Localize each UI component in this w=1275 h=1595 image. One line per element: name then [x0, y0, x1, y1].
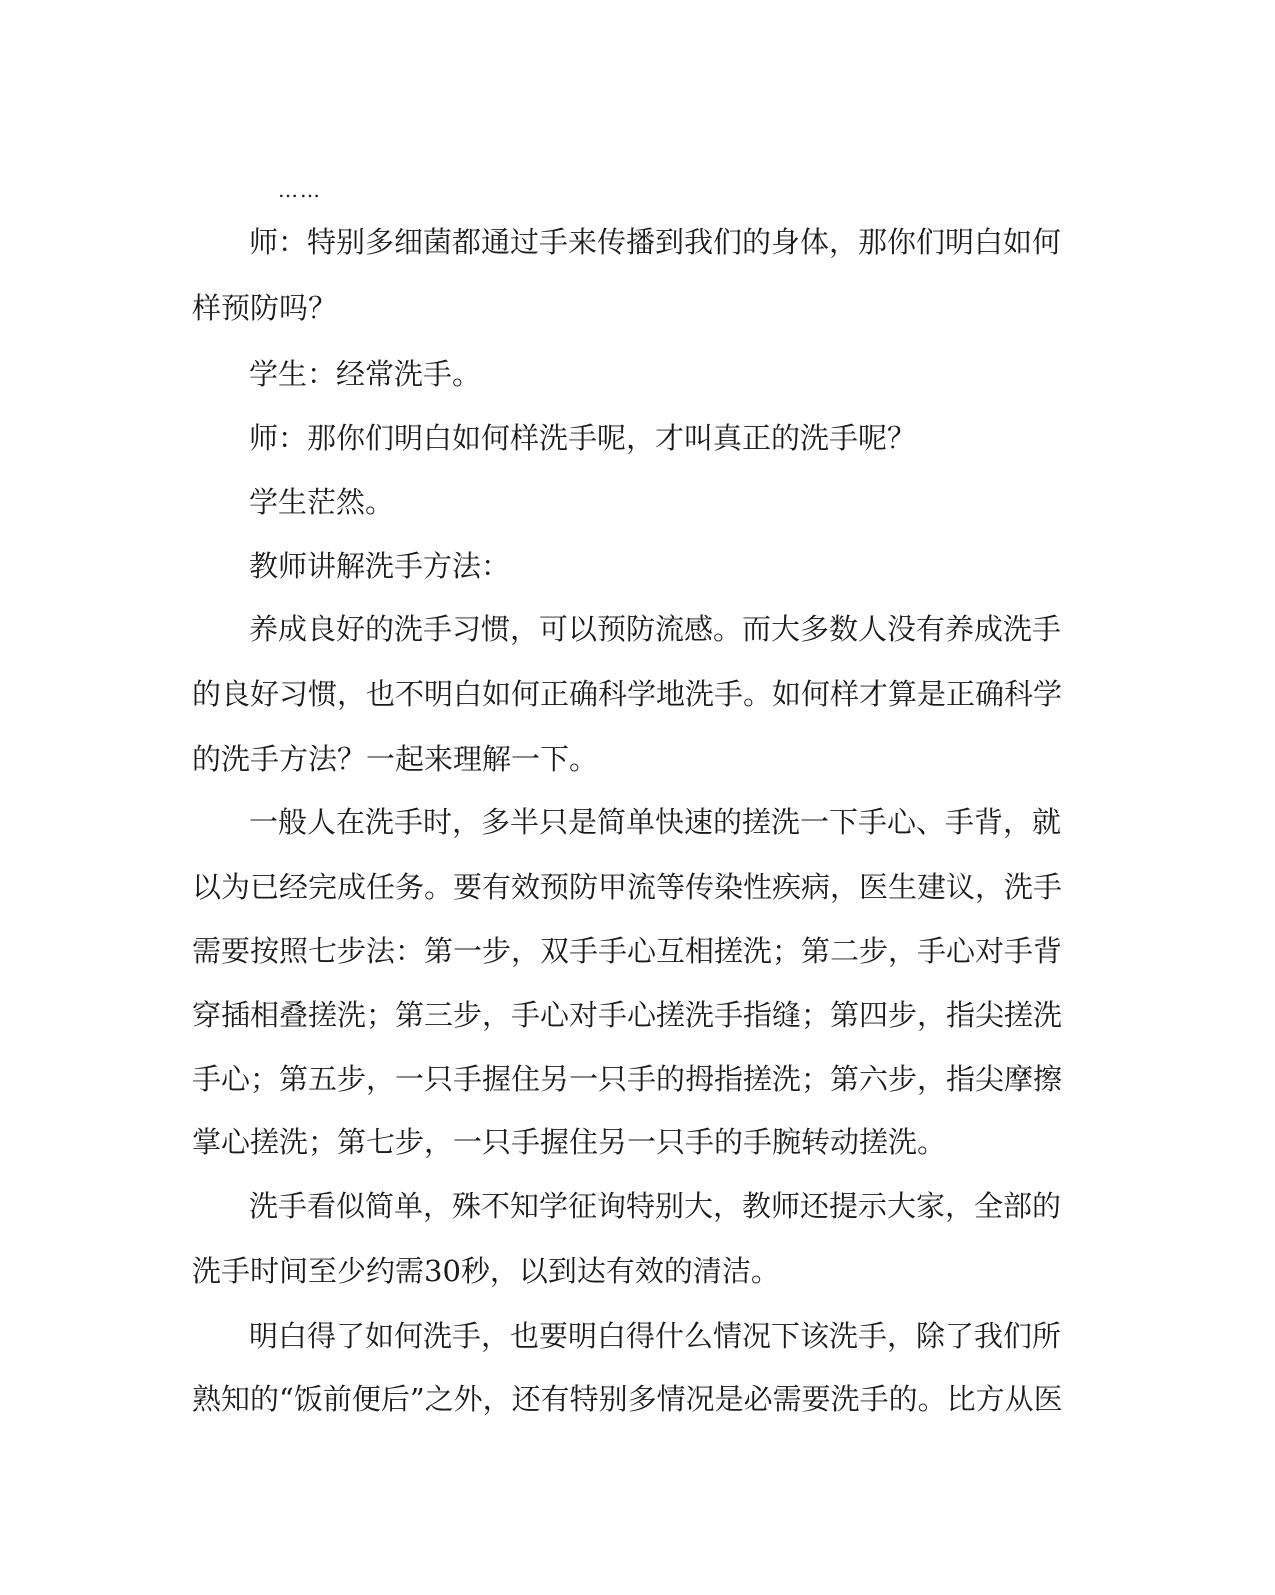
paragraph-line: 学生：经常洗手。	[249, 357, 482, 391]
paragraph-line: 手心；第五步，一只手握住另一只手的拇指搓洗；第六步，指尖摩擦	[192, 1062, 1063, 1096]
paragraph-line: 明白得了如何洗手，也要明白得什么情况下该洗手，除了我们所	[249, 1319, 1062, 1353]
paragraph-line: 样预防吗？	[192, 291, 338, 325]
paragraph-line: 掌心搓洗；第七步，一只手握住另一只手的手腕转动搓洗。	[192, 1125, 947, 1159]
paragraph-line: 学生茫然。	[249, 485, 395, 519]
paragraph-line: 熟知的“饭前便后”之外，还有特别多情况是必需要洗手的。比方从医	[192, 1382, 1063, 1416]
ellipsis-line: ……	[278, 178, 322, 202]
paragraph-line: 穿插相叠搓洗；第三步，手心对手心搓洗手指缝；第四步，指尖搓洗	[192, 998, 1063, 1032]
paragraph-line: 师：那你们明白如何样洗手呢，才叫真正的洗手呢？	[249, 421, 917, 455]
paragraph-line: 的良好习惯，也不明白如何正确科学地洗手。如何样才算是正确科学	[192, 677, 1063, 711]
paragraph-line: 一般人在洗手时，多半只是简单快速的搓洗一下手心、手背，就	[249, 805, 1062, 839]
paragraph-line: 洗手时间至少约需30秒，以到达有效的清洁。	[192, 1254, 780, 1288]
paragraph-line: 的洗手方法？一起来理解一下。	[192, 742, 599, 776]
paragraph-line: 需要按照七步法：第一步，双手手心互相搓洗；第二步，手心对手背	[192, 934, 1063, 968]
paragraph-line: 以为已经完成任务。要有效预防甲流等传染性疾病，医生建议，洗手	[192, 870, 1063, 904]
paragraph-line: 洗手看似简单，殊不知学征询特别大，教师还提示大家，全部的	[249, 1189, 1062, 1223]
paragraph-line: 养成良好的洗手习惯，可以预防流感。而大多数人没有养成洗手	[249, 612, 1062, 646]
paragraph-line: 师：特别多细菌都通过手来传播到我们的身体，那你们明白如何	[249, 225, 1062, 259]
paragraph-line: 教师讲解洗手方法：	[249, 549, 511, 583]
